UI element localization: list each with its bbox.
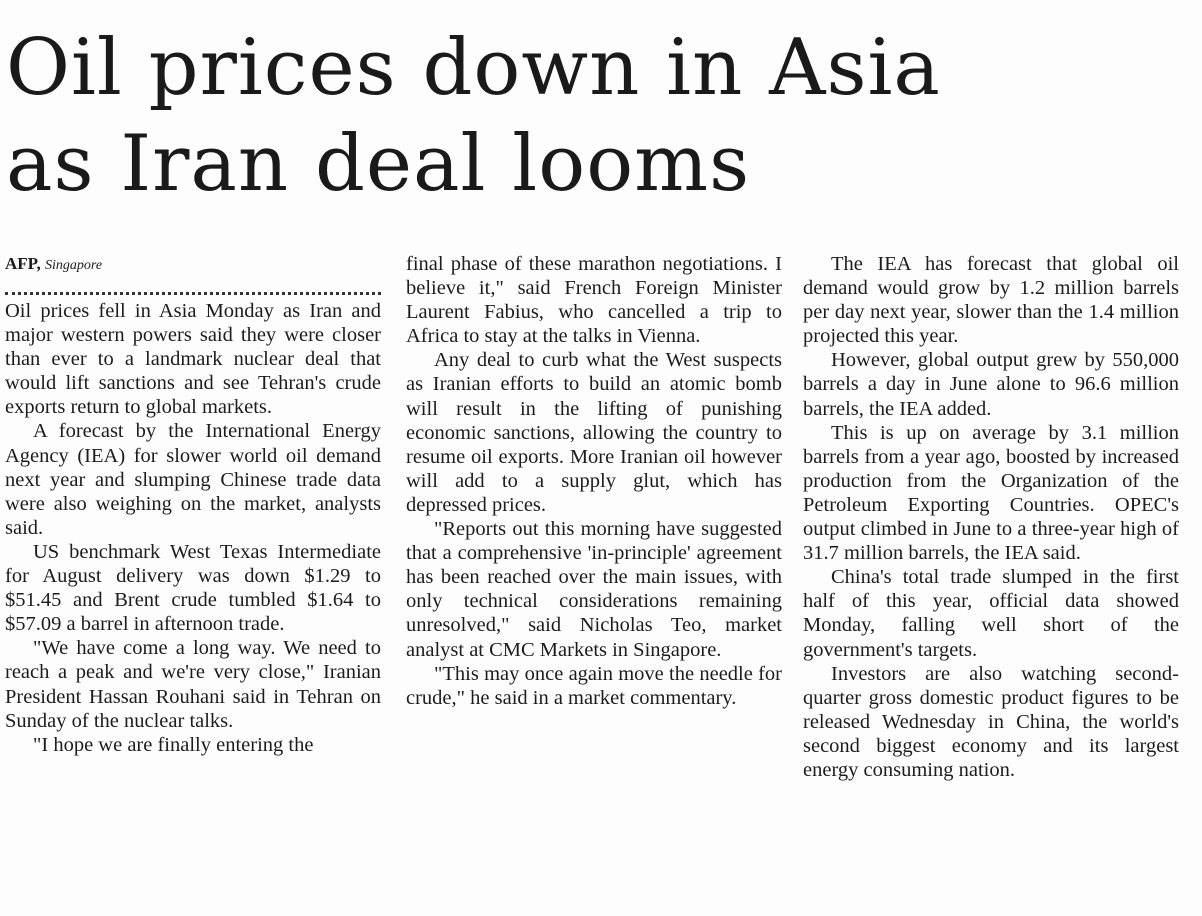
paragraph: This is up on average by 3.1 million barrels from a year ago, boosted by increased production from the Organization of the Petroleum Exporting Countries. OPEC's output climbed in June to a three-year high of 31.7 million barrels, the IEA said. — [803, 421, 1179, 565]
article-body — [5, 252, 1190, 902]
article-column-1 — [5, 252, 381, 902]
paragraph: However, global output grew by 550,000 barrels a day in June alone to 96.6 million barrels, the IEA added. — [803, 349, 1179, 420]
byline-agency: AFP, — [5, 254, 41, 273]
byline-dateline: Singapore — [45, 258, 103, 273]
headline-line-2: as Iran deal looms — [6, 119, 751, 209]
headline-line-1: Oil prices down in Asia — [6, 23, 941, 113]
paragraph: Oil prices fell in Asia Monday as Iran and major western powers said they were closer than ever to a landmark nuclear deal that would lift sanctions and see Tehran's crude exports return to global markets. — [5, 300, 381, 419]
headline — [6, 20, 1196, 212]
paragraph: "We have come a long way. We need to reach a peak and we're very close," Iranian President Hassan Rouhani said in Tehran on Sunday of the nuclear talks. — [5, 637, 381, 732]
paragraph: Investors are also watching second-quarter gross domestic product figures to be released Wednesday in China, the world's second biggest economy and its largest energy consuming nation. — [803, 662, 1179, 781]
article-column-3 — [803, 252, 1179, 902]
paragraph: "This may once again move the needle for crude," he said in a market commentary. — [406, 662, 782, 709]
paragraph: The IEA has forecast that global oil demand would grow by 1.2 million barrels per day next year, slower than the 1.4 million projected this year. — [803, 253, 1179, 348]
paragraph: final phase of these marathon negotiations. I believe it," said French Foreign Minister Laurent Fabius, who cancelled a trip to Africa to stay at the talks in Vienna. — [406, 253, 782, 348]
article-column-2 — [406, 252, 782, 902]
dotted-divider — [5, 292, 381, 295]
paragraph: "Reports out this morning have suggested that a comprehensive 'in-principle' agreement has been reached over the main issues, with only technical considerations remaining unresolved," said Nicholas Teo, market analyst at CMC Markets in Singapore. — [406, 518, 782, 661]
paragraph: Any deal to curb what the West suspects as Iranian efforts to build an atomic bomb will result in the lifting of punishing economic sanctions, allowing the country to resume oil exports. More Iranian oil however will add to a supply glut, which has depressed prices. — [406, 349, 782, 516]
paragraph: US benchmark West Texas Intermediate for August delivery was down $1.29 to $51.45 and Brent crude tumbled $1.64 to $57.09 a barrel in afternoon trade. — [5, 540, 381, 636]
byline — [5, 252, 381, 278]
paragraph: China's total trade slumped in the first half of this year, official data showed Monday, falling well short of the government's targets. — [803, 566, 1179, 661]
paragraph: "I hope we are finally entering the — [33, 733, 314, 756]
paragraph: A forecast by the International Energy Agency (IEA) for slower world oil demand next year and slumping Chinese trade data were also weighing on the market, analysts said. — [5, 420, 381, 539]
